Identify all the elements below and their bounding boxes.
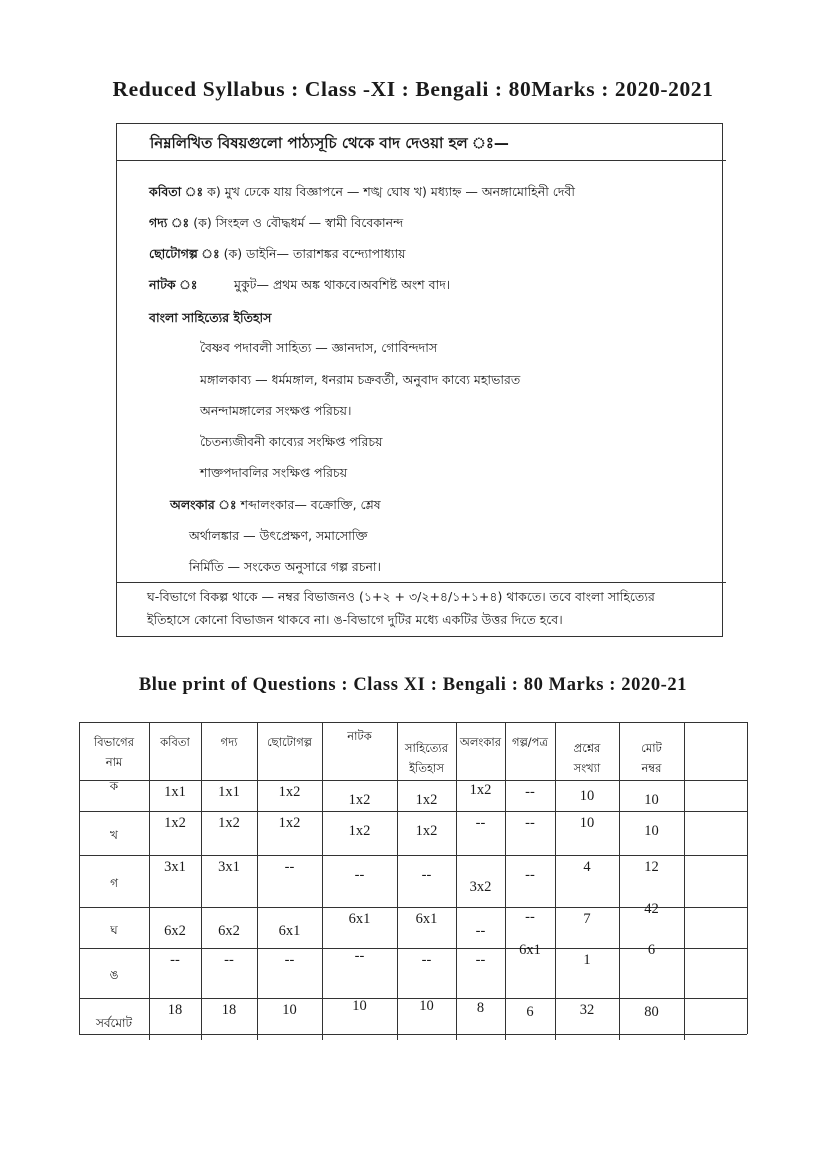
table-cell: 8 — [476, 1000, 485, 1016]
table-cell: -- — [421, 867, 432, 883]
table-header: কবিতা — [160, 735, 190, 749]
natok-label: নাটক ঃ — [149, 277, 198, 292]
table-cell: 4 — [583, 859, 591, 875]
table-cell: 3x1 — [164, 859, 186, 875]
box-divider — [116, 582, 726, 583]
table-cell: 10 — [579, 788, 595, 804]
kobita-label: কবিতা ঃ — [149, 184, 204, 199]
table-col-line — [684, 722, 685, 1040]
table-cell: 1x2 — [469, 782, 492, 798]
table-header: বিভাগের নাম — [93, 735, 135, 769]
itihas-item: মঙ্গালকাব্য — ধর্মমঙ্গাল, ধনরাম চক্রবর্তী, অনুবাদ কাব্যে মহাভারত — [200, 372, 521, 387]
table-cell: 7 — [583, 911, 591, 927]
table-cell: 80 — [644, 1004, 659, 1020]
table-header: গদ্য — [220, 735, 238, 749]
table-header: ছোটোগল্প — [267, 735, 312, 749]
table-header: গল্প/পত্র — [512, 735, 548, 749]
table-cell: 6 — [647, 942, 656, 958]
godyo-line — [149, 215, 403, 231]
blueprint-title: Blue print of Questions : Class XI : Bengali : 80 Marks : 2020-21 — [138, 675, 688, 695]
kobita-text: ক) মুখ ঢেকে যায় বিজ্ঞাপনে — শঙ্খ ঘোষ খ) মধ্যাহ্ন — অনঙ্গামোহিনী দেবী — [203, 184, 575, 199]
table-header: নাটক — [347, 729, 372, 743]
table-cell: 10 — [419, 998, 434, 1014]
table-cell: 1 — [583, 952, 591, 968]
table-header: মোট নম্বর — [641, 741, 662, 775]
note-line: ঘ-বিভাগে বিকল্প থাকে — নম্বর বিভাজনও (১+২ + ৩/২+৪/১+১+৪) থাকতে। তবে বাংলা সাহিত্যের — [147, 589, 655, 604]
table-cell: 3x2 — [469, 879, 492, 895]
table-cell: 12 — [644, 859, 659, 875]
table-cell: 1x2 — [278, 784, 301, 800]
table-row-label: ঘ — [110, 922, 118, 937]
table-cell: 18 — [221, 1002, 237, 1018]
table-cell: 1x2 — [348, 823, 371, 839]
table-col-line — [257, 722, 258, 1040]
table-cell: -- — [354, 948, 365, 964]
itihas-item: শাক্তপদাবলির সংক্ষিপ্ত পরিচয় — [200, 465, 348, 480]
page-title: Reduced Syllabus : Class -XI : Bengali : 80Marks : 2020-2021 — [112, 77, 714, 101]
table-row-line — [79, 811, 747, 812]
table-cell: -- — [354, 867, 365, 883]
table-cell: -- — [525, 815, 535, 831]
table-cell: -- — [525, 784, 535, 800]
table-cell: 1x2 — [164, 815, 186, 831]
table-row-label: খ — [110, 828, 118, 842]
reduced-syllabus-box — [116, 123, 723, 637]
kobita-line — [149, 184, 575, 200]
table-row-label: গ — [110, 876, 118, 890]
chotogolpo-label: ছোটোগল্প ঃ — [149, 246, 220, 261]
arthalankar-line: অর্থালঙ্কার — উৎপ্রেক্ষণ, সমাসোক্তি — [189, 528, 368, 543]
table-cell: 6x2 — [218, 923, 240, 939]
itihas-item: চৈতন্যজীবনী কাব্যের সংক্ষিপ্ত পরিচয় — [200, 434, 383, 449]
chotogolpo-text: (ক) ডাইনি— তারাশঙ্কর বন্দ্যোপাধ্যায় — [219, 246, 406, 261]
table-cell: 10 — [282, 1002, 297, 1018]
table-cell: 10 — [579, 815, 595, 831]
table-cell: -- — [421, 952, 432, 968]
table-cell: 1x2 — [278, 815, 301, 831]
godyo-text: (ক) সিংহল ও বৌদ্ধধর্ম — স্বামী বিবেকানন্দ — [189, 215, 404, 230]
alankar-label: অলংকার ঃ — [170, 497, 237, 512]
natok-line — [149, 277, 451, 293]
table-cell: -- — [284, 952, 295, 968]
table-cell: 6x1 — [348, 911, 371, 927]
table-cell: 1x1 — [218, 784, 240, 800]
table-cell: -- — [284, 859, 295, 875]
table-cell: 18 — [167, 1002, 183, 1018]
natok-text: মুকুট— প্রথম অঙ্ক থাকবে।অবশিষ্ট অংশ বাদ। — [234, 277, 451, 292]
chotogolpo-line — [149, 246, 406, 262]
table-cell: 1x2 — [218, 815, 240, 831]
table-cell: 1x2 — [415, 823, 438, 839]
table-cell: 6 — [526, 1004, 534, 1020]
alankar-text: শব্দালংকার— বক্রোক্তি, শ্লেষ — [236, 497, 381, 512]
blueprint-table — [79, 722, 747, 1036]
table-cell: -- — [475, 815, 486, 831]
box-heading: নিম্নলিখিত বিষয়গুলো পাঠ্যসূচি থেকে বাদ দেওয়া হল ঃ— — [150, 134, 509, 152]
table-cell: 3x1 — [218, 859, 240, 875]
table-cell: -- — [475, 923, 486, 939]
table-cell: 42 — [644, 901, 659, 917]
table-header: প্রশ্নের সংখ্যা — [573, 741, 601, 775]
box-divider — [116, 160, 726, 161]
table-row-label: ঙ — [109, 968, 119, 982]
table-cell: 6x1 — [278, 923, 301, 939]
table-row-line — [79, 722, 747, 723]
table-col-line — [149, 722, 150, 1040]
table-header: সাহিত্যের ইতিহাস — [404, 741, 449, 775]
godyo-label: গদ্য ঃ — [149, 215, 190, 230]
itihas-item: অনন্দামঙ্গালের সংক্ষপ্ত পরিচয়। — [200, 403, 352, 418]
table-cell: -- — [475, 952, 486, 968]
table-cell: 10 — [644, 792, 659, 808]
table-col-line — [747, 722, 748, 1034]
alankar-line — [170, 497, 381, 513]
table-cell: -- — [224, 952, 234, 968]
table-cell: 1x2 — [348, 792, 371, 808]
table-row-line — [79, 855, 747, 856]
table-cell: 1x2 — [415, 792, 438, 808]
nirmiti-line: নির্মিতি — সংকেত অনুসারে গল্প রচনা। — [189, 559, 382, 574]
table-row-label: ক — [109, 779, 119, 793]
table-cell: 1x1 — [164, 784, 186, 800]
table-cell: 10 — [352, 998, 367, 1014]
table-row-line — [79, 780, 747, 781]
note-line: ইতিহাসে কোনো বিভাজন থাকবে না। ঙ-বিভাগে দুটির মধ্যে একটির উত্তর দিতে হবে। — [147, 612, 563, 627]
table-cell: 6x2 — [164, 923, 186, 939]
table-cell: -- — [525, 909, 535, 925]
itihas-item: বৈষ্ণব পদাবলী সাহিত্য — জ্ঞানদাস, গোবিন্দদাস — [200, 340, 438, 355]
table-col-line — [201, 722, 202, 1040]
table-row-label: সর্বমোট — [95, 1016, 133, 1030]
table-cell: -- — [170, 952, 180, 968]
table-cell: 10 — [644, 823, 659, 839]
table-row-line — [79, 1034, 747, 1035]
table-cell: 6x1 — [415, 911, 438, 927]
table-header: অলংকার — [459, 735, 502, 749]
table-cell: 6x1 — [519, 942, 541, 958]
table-cell: 32 — [579, 1002, 595, 1018]
itihas-heading: বাংলা সাহিত্যের ইতিহাস — [149, 310, 272, 325]
table-cell: -- — [525, 867, 535, 883]
